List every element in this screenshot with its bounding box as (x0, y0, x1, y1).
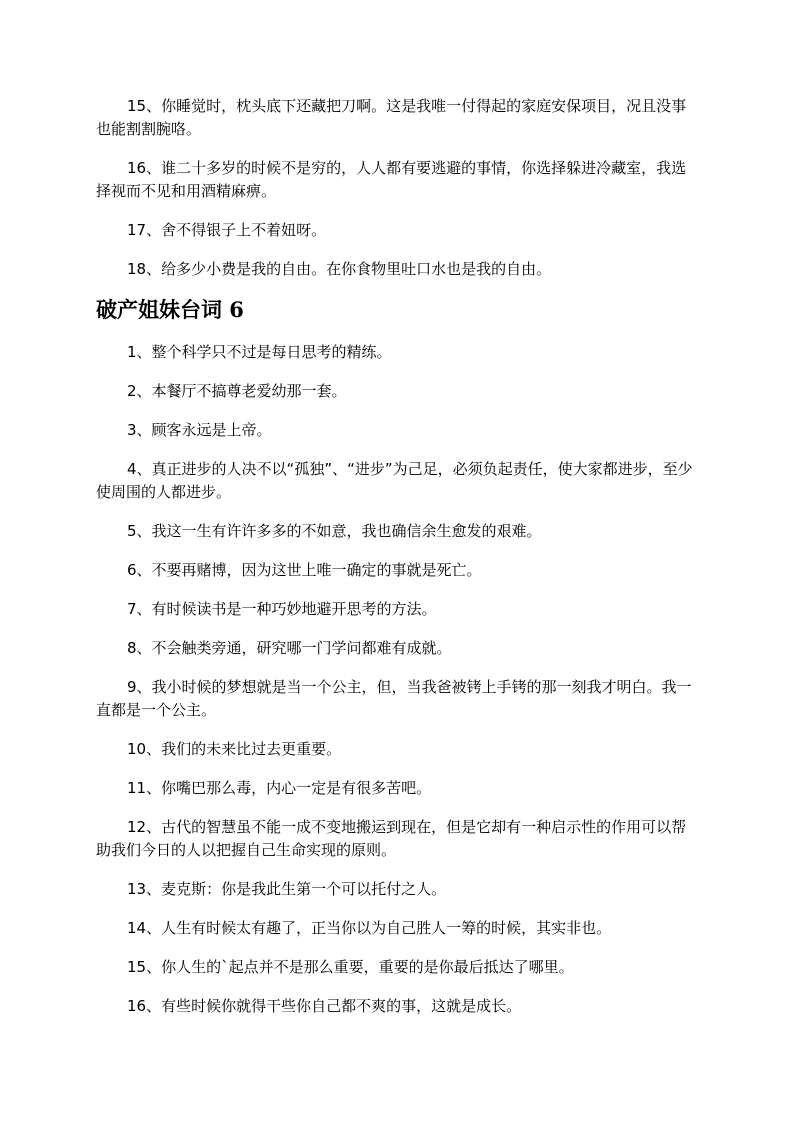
paragraph-15: 15、你睡觉时，枕头底下还藏把刀啊。这是我唯一付得起的家庭安保项目，况且没事也能割割腕咯。 (96, 97, 687, 138)
quote-14: 14、人生有时候太有趣了，正当你以为自己胜人一筹的时候，其实非也。 (127, 919, 612, 937)
quote-5: 5、我这一生有许许多多的不如意，我也确信余生愈发的艰难。 (127, 522, 542, 540)
quote-13: 13、麦克斯：你是我此生第一个可以托付之人。 (127, 880, 447, 898)
quote-8: 8、不会触类旁通，研究哪一门学问都难有成就。 (127, 639, 452, 657)
section-heading: 破产姐妹台词 6 (96, 297, 244, 322)
quote-7: 7、有时候读书是一种巧妙地避开思考的方法。 (127, 600, 437, 618)
paragraph-16: 16、谁二十多岁的时候不是穷的，人人都有要逃避的事情，你选择躲进冷藏室，我选择视而不见和用酒精麻痹。 (96, 159, 687, 200)
quote-15: 15、你人生的`起点并不是那么重要，重要的是你最后抵达了哪里。 (127, 958, 574, 976)
quote-4: 4、真正进步的人决不以“孤独”、“进步”为己足，必须负起责任，使大家都进步，至少使周围的人都进步。 (96, 460, 693, 501)
quote-3: 3、顾客永远是上帝。 (127, 421, 272, 439)
quote-6: 6、不要再赌博，因为这世上唯一确定的事就是死亡。 (127, 561, 482, 579)
quote-9: 9、我小时候的梦想就是当一个公主，但，当我爸被铐上手铐的那一刻我才明白。我一直都是一个公主。 (96, 678, 692, 719)
paragraph-17: 17、舍不得银子上不着妞呀。 (127, 221, 327, 239)
quote-10: 10、我们的未来比过去更重要。 (127, 740, 342, 758)
quote-1: 1、整个科学只不过是每日思考的精练。 (127, 343, 392, 361)
document-page (96, 95, 699, 1034)
quote-2: 2、本餐厅不搞尊老爱幼那一套。 (127, 382, 347, 400)
paragraph-18: 18、给多少小费是我的自由。在你食物里吐口水也是我的自由。 (127, 260, 552, 278)
quote-12: 12、古代的智慧虽不能一成不变地搬运到现在，但是它却有一种启示性的作用可以帮助我们今日的人以把握自己生命实现的原则。 (96, 818, 687, 859)
quote-11: 11、你嘴巴那么毒，内心一定是有很多苦吧。 (127, 779, 432, 797)
quote-16: 16、有些时候你就得干些你自己都不爽的事，这就是成长。 (127, 997, 522, 1015)
